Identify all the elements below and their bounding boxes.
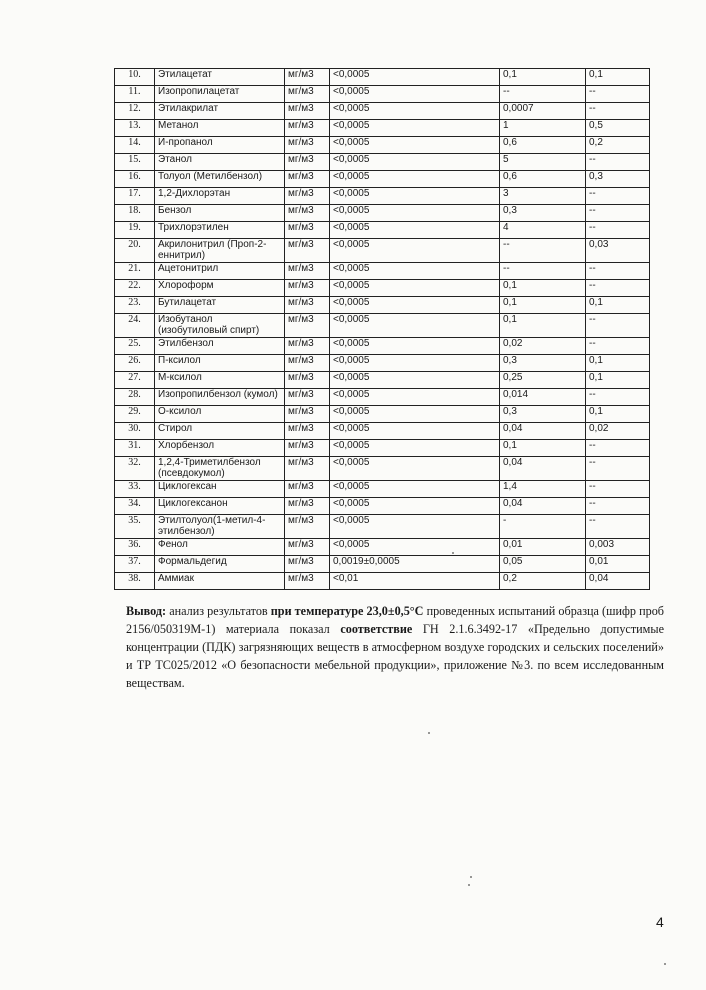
row-number-cell: 30. (115, 423, 155, 440)
table-row (115, 556, 650, 573)
substance-name-cell: Этилацетат (155, 69, 285, 86)
row-number-cell: 19. (115, 222, 155, 239)
limit-daily-average-cell: -- (586, 440, 650, 457)
row-number-cell: 26. (115, 355, 155, 372)
limit-max-single-cell: 1 (500, 120, 586, 137)
unit-cell: мг/м3 (285, 498, 330, 515)
table-row (115, 573, 650, 590)
substance-name-cell: Толуол (Метилбензол) (155, 171, 285, 188)
measured-value-cell: <0,0005 (330, 120, 500, 137)
limit-max-single-cell: 0,04 (500, 498, 586, 515)
limit-daily-average-cell: -- (586, 314, 650, 338)
limit-daily-average-cell: 0,1 (586, 69, 650, 86)
table-row (115, 120, 650, 137)
table-row (115, 86, 650, 103)
measured-value-cell: <0,0005 (330, 440, 500, 457)
measured-value-cell: <0,0005 (330, 406, 500, 423)
table-row (115, 498, 650, 515)
limit-max-single-cell: 0,014 (500, 389, 586, 406)
measured-value-cell: <0,0005 (330, 222, 500, 239)
limit-daily-average-cell: -- (586, 154, 650, 171)
row-number-cell: 12. (115, 103, 155, 120)
row-number-cell: 28. (115, 389, 155, 406)
limit-max-single-cell: - (500, 515, 586, 539)
row-number-cell: 27. (115, 372, 155, 389)
limit-max-single-cell: 0,6 (500, 171, 586, 188)
substance-name-cell: Бензол (155, 205, 285, 222)
limit-daily-average-cell: 0,01 (586, 556, 650, 573)
substance-name-cell: Этилтолуол(1-метил-4-этилбензол) (155, 515, 285, 539)
table-row (115, 423, 650, 440)
substance-name-cell: Хлорбензол (155, 440, 285, 457)
unit-cell: мг/м3 (285, 263, 330, 280)
table-row (115, 372, 650, 389)
limit-daily-average-cell: 0,3 (586, 171, 650, 188)
unit-cell: мг/м3 (285, 297, 330, 314)
results-table-body (115, 69, 650, 590)
measured-value-cell: <0,0005 (330, 539, 500, 556)
unit-cell: мг/м3 (285, 481, 330, 498)
limit-daily-average-cell: -- (586, 481, 650, 498)
table-row (115, 154, 650, 171)
limit-max-single-cell: 0,1 (500, 280, 586, 297)
limit-daily-average-cell: -- (586, 498, 650, 515)
table-row (115, 440, 650, 457)
row-number-cell: 36. (115, 539, 155, 556)
substance-name-cell: Формальдегид (155, 556, 285, 573)
unit-cell: мг/м3 (285, 515, 330, 539)
limit-daily-average-cell: -- (586, 338, 650, 355)
substance-name-cell: Ацетонитрил (155, 263, 285, 280)
unit-cell: мг/м3 (285, 355, 330, 372)
row-number-cell: 16. (115, 171, 155, 188)
limit-daily-average-cell: 0,1 (586, 355, 650, 372)
unit-cell: мг/м3 (285, 539, 330, 556)
table-row (115, 263, 650, 280)
measured-value-cell: <0,0005 (330, 338, 500, 355)
row-number-cell: 24. (115, 314, 155, 338)
limit-daily-average-cell: 0,2 (586, 137, 650, 154)
measured-value-cell: <0,0005 (330, 239, 500, 263)
table-row (115, 355, 650, 372)
limit-max-single-cell: 0,25 (500, 372, 586, 389)
substance-name-cell: Акрилонитрил (Проп-2-еннитрил) (155, 239, 285, 263)
substance-name-cell: 1,2,4-Триметилбензол (псевдокумол) (155, 457, 285, 481)
substance-name-cell: Изобутанол (изобутиловый спирт) (155, 314, 285, 338)
measured-value-cell: <0,0005 (330, 372, 500, 389)
limit-daily-average-cell: -- (586, 86, 650, 103)
table-row (115, 171, 650, 188)
limit-daily-average-cell: 0,5 (586, 120, 650, 137)
row-number-cell: 23. (115, 297, 155, 314)
substance-name-cell: О-ксилол (155, 406, 285, 423)
measured-value-cell: <0,0005 (330, 154, 500, 171)
limit-max-single-cell: 0,02 (500, 338, 586, 355)
table-row (115, 239, 650, 263)
measured-value-cell: <0,0005 (330, 69, 500, 86)
substance-name-cell: М-ксилол (155, 372, 285, 389)
conclusion-paragraph (104, 602, 664, 692)
table-row (115, 389, 650, 406)
unit-cell: мг/м3 (285, 457, 330, 481)
limit-daily-average-cell: 0,003 (586, 539, 650, 556)
row-number-cell: 21. (115, 263, 155, 280)
substance-name-cell: 1,2-Дихлорэтан (155, 188, 285, 205)
row-number-cell: 38. (115, 573, 155, 590)
unit-cell: мг/м3 (285, 372, 330, 389)
row-number-cell: 13. (115, 120, 155, 137)
row-number-cell: 17. (115, 188, 155, 205)
measured-value-cell: <0,0005 (330, 389, 500, 406)
table-row (115, 457, 650, 481)
limit-daily-average-cell: 0,1 (586, 372, 650, 389)
substance-name-cell: Этилакрилат (155, 103, 285, 120)
substance-name-cell: Бутилацетат (155, 297, 285, 314)
row-number-cell: 34. (115, 498, 155, 515)
limit-daily-average-cell: -- (586, 280, 650, 297)
results-table (114, 68, 650, 590)
limit-max-single-cell: 3 (500, 188, 586, 205)
unit-cell: мг/м3 (285, 338, 330, 355)
limit-daily-average-cell: -- (586, 457, 650, 481)
row-number-cell: 14. (115, 137, 155, 154)
unit-cell: мг/м3 (285, 440, 330, 457)
unit-cell: мг/м3 (285, 239, 330, 263)
substance-name-cell: Стирол (155, 423, 285, 440)
measured-value-cell: 0,0019±0,0005 (330, 556, 500, 573)
measured-value-cell: <0,0005 (330, 314, 500, 338)
row-number-cell: 33. (115, 481, 155, 498)
substance-name-cell: Аммиак (155, 573, 285, 590)
table-row (115, 297, 650, 314)
conclusion-text-2: проведенных испытаний образца (шифр проб 2156/050319М-1) материала показал (126, 604, 664, 636)
substance-name-cell: И-пропанол (155, 137, 285, 154)
unit-cell: мг/м3 (285, 423, 330, 440)
table-row (115, 103, 650, 120)
unit-cell: мг/м3 (285, 205, 330, 222)
unit-cell: мг/м3 (285, 120, 330, 137)
row-number-cell: 15. (115, 154, 155, 171)
unit-cell: мг/м3 (285, 137, 330, 154)
limit-daily-average-cell: -- (586, 103, 650, 120)
limit-daily-average-cell: 0,02 (586, 423, 650, 440)
limit-max-single-cell: 0,2 (500, 573, 586, 590)
unit-cell: мг/м3 (285, 86, 330, 103)
table-row (115, 280, 650, 297)
row-number-cell: 29. (115, 406, 155, 423)
limit-max-single-cell: 0,05 (500, 556, 586, 573)
row-number-cell: 32. (115, 457, 155, 481)
limit-max-single-cell: 1,4 (500, 481, 586, 498)
unit-cell: мг/м3 (285, 171, 330, 188)
limit-daily-average-cell: -- (586, 222, 650, 239)
limit-max-single-cell: 5 (500, 154, 586, 171)
limit-max-single-cell: 0,1 (500, 297, 586, 314)
measured-value-cell: <0,0005 (330, 355, 500, 372)
limit-max-single-cell: -- (500, 263, 586, 280)
measured-value-cell: <0,01 (330, 573, 500, 590)
substance-name-cell: Изопропилацетат (155, 86, 285, 103)
page-number: 4 (656, 914, 664, 930)
substance-name-cell: Изопропилбензол (кумол) (155, 389, 285, 406)
limit-daily-average-cell: 0,1 (586, 297, 650, 314)
limit-max-single-cell: 0,01 (500, 539, 586, 556)
limit-daily-average-cell: -- (586, 515, 650, 539)
measured-value-cell: <0,0005 (330, 137, 500, 154)
table-row (115, 515, 650, 539)
conclusion-compliance: соответствие (340, 622, 413, 636)
substance-name-cell: Хлороформ (155, 280, 285, 297)
limit-daily-average-cell: 0,04 (586, 573, 650, 590)
limit-max-single-cell: 4 (500, 222, 586, 239)
limit-daily-average-cell: 0,1 (586, 406, 650, 423)
row-number-cell: 20. (115, 239, 155, 263)
table-row (115, 69, 650, 86)
table-row (115, 481, 650, 498)
limit-max-single-cell: 0,04 (500, 457, 586, 481)
measured-value-cell: <0,0005 (330, 188, 500, 205)
substance-name-cell: Этилбензол (155, 338, 285, 355)
measured-value-cell: <0,0005 (330, 263, 500, 280)
limit-max-single-cell: 0,04 (500, 423, 586, 440)
table-row (115, 539, 650, 556)
row-number-cell: 35. (115, 515, 155, 539)
unit-cell: мг/м3 (285, 280, 330, 297)
measured-value-cell: <0,0005 (330, 481, 500, 498)
table-row (115, 406, 650, 423)
measured-value-cell: <0,0005 (330, 280, 500, 297)
unit-cell: мг/м3 (285, 389, 330, 406)
table-row (115, 137, 650, 154)
table-row (115, 222, 650, 239)
limit-max-single-cell: -- (500, 86, 586, 103)
unit-cell: мг/м3 (285, 222, 330, 239)
measured-value-cell: <0,0005 (330, 515, 500, 539)
limit-max-single-cell: 0,3 (500, 355, 586, 372)
conclusion-text-1: анализ результатов (166, 604, 271, 618)
measured-value-cell: <0,0005 (330, 457, 500, 481)
row-number-cell: 25. (115, 338, 155, 355)
table-row (115, 205, 650, 222)
measured-value-cell: <0,0005 (330, 498, 500, 515)
limit-max-single-cell: 0,1 (500, 314, 586, 338)
limit-max-single-cell: 0,3 (500, 205, 586, 222)
measured-value-cell: <0,0005 (330, 171, 500, 188)
limit-max-single-cell: 0,0007 (500, 103, 586, 120)
row-number-cell: 10. (115, 69, 155, 86)
limit-max-single-cell: 0,6 (500, 137, 586, 154)
measured-value-cell: <0,0005 (330, 103, 500, 120)
conclusion-text-3: ГН 2.1.6.3492-17 «Предельно допустимые концентрации (ПДК) загрязняющих веществ в атмосферном воздухе городских и сельских поселений» и ТР ТС025/2012 «О безопасности мебельной продукции», приложение №3. по всем исследованным веществам. (126, 622, 664, 690)
substance-name-cell: Трихлорэтилен (155, 222, 285, 239)
measured-value-cell: <0,0005 (330, 423, 500, 440)
unit-cell: мг/м3 (285, 406, 330, 423)
limit-daily-average-cell: -- (586, 389, 650, 406)
unit-cell: мг/м3 (285, 154, 330, 171)
unit-cell: мг/м3 (285, 573, 330, 590)
substance-name-cell: П-ксилол (155, 355, 285, 372)
limit-daily-average-cell: 0,03 (586, 239, 650, 263)
measured-value-cell: <0,0005 (330, 86, 500, 103)
row-number-cell: 18. (115, 205, 155, 222)
row-number-cell: 11. (115, 86, 155, 103)
limit-max-single-cell: 0,1 (500, 440, 586, 457)
unit-cell: мг/м3 (285, 188, 330, 205)
limit-daily-average-cell: -- (586, 205, 650, 222)
conclusion-label: Вывод: (126, 604, 167, 618)
unit-cell: мг/м3 (285, 556, 330, 573)
limit-max-single-cell: -- (500, 239, 586, 263)
measured-value-cell: <0,0005 (330, 205, 500, 222)
limit-max-single-cell: 0,1 (500, 69, 586, 86)
limit-max-single-cell: 0,3 (500, 406, 586, 423)
substance-name-cell: Фенол (155, 539, 285, 556)
table-row (115, 188, 650, 205)
table-row (115, 338, 650, 355)
limit-daily-average-cell: -- (586, 263, 650, 280)
substance-name-cell: Этанол (155, 154, 285, 171)
unit-cell: мг/м3 (285, 314, 330, 338)
row-number-cell: 31. (115, 440, 155, 457)
substance-name-cell: Циклогексанон (155, 498, 285, 515)
table-row (115, 314, 650, 338)
row-number-cell: 37. (115, 556, 155, 573)
measured-value-cell: <0,0005 (330, 297, 500, 314)
conclusion-temperature: при температуре 23,0±0,5°С (270, 604, 424, 618)
substance-name-cell: Циклогексан (155, 481, 285, 498)
unit-cell: мг/м3 (285, 103, 330, 120)
unit-cell: мг/м3 (285, 69, 330, 86)
row-number-cell: 22. (115, 280, 155, 297)
substance-name-cell: Метанол (155, 120, 285, 137)
limit-daily-average-cell: -- (586, 188, 650, 205)
